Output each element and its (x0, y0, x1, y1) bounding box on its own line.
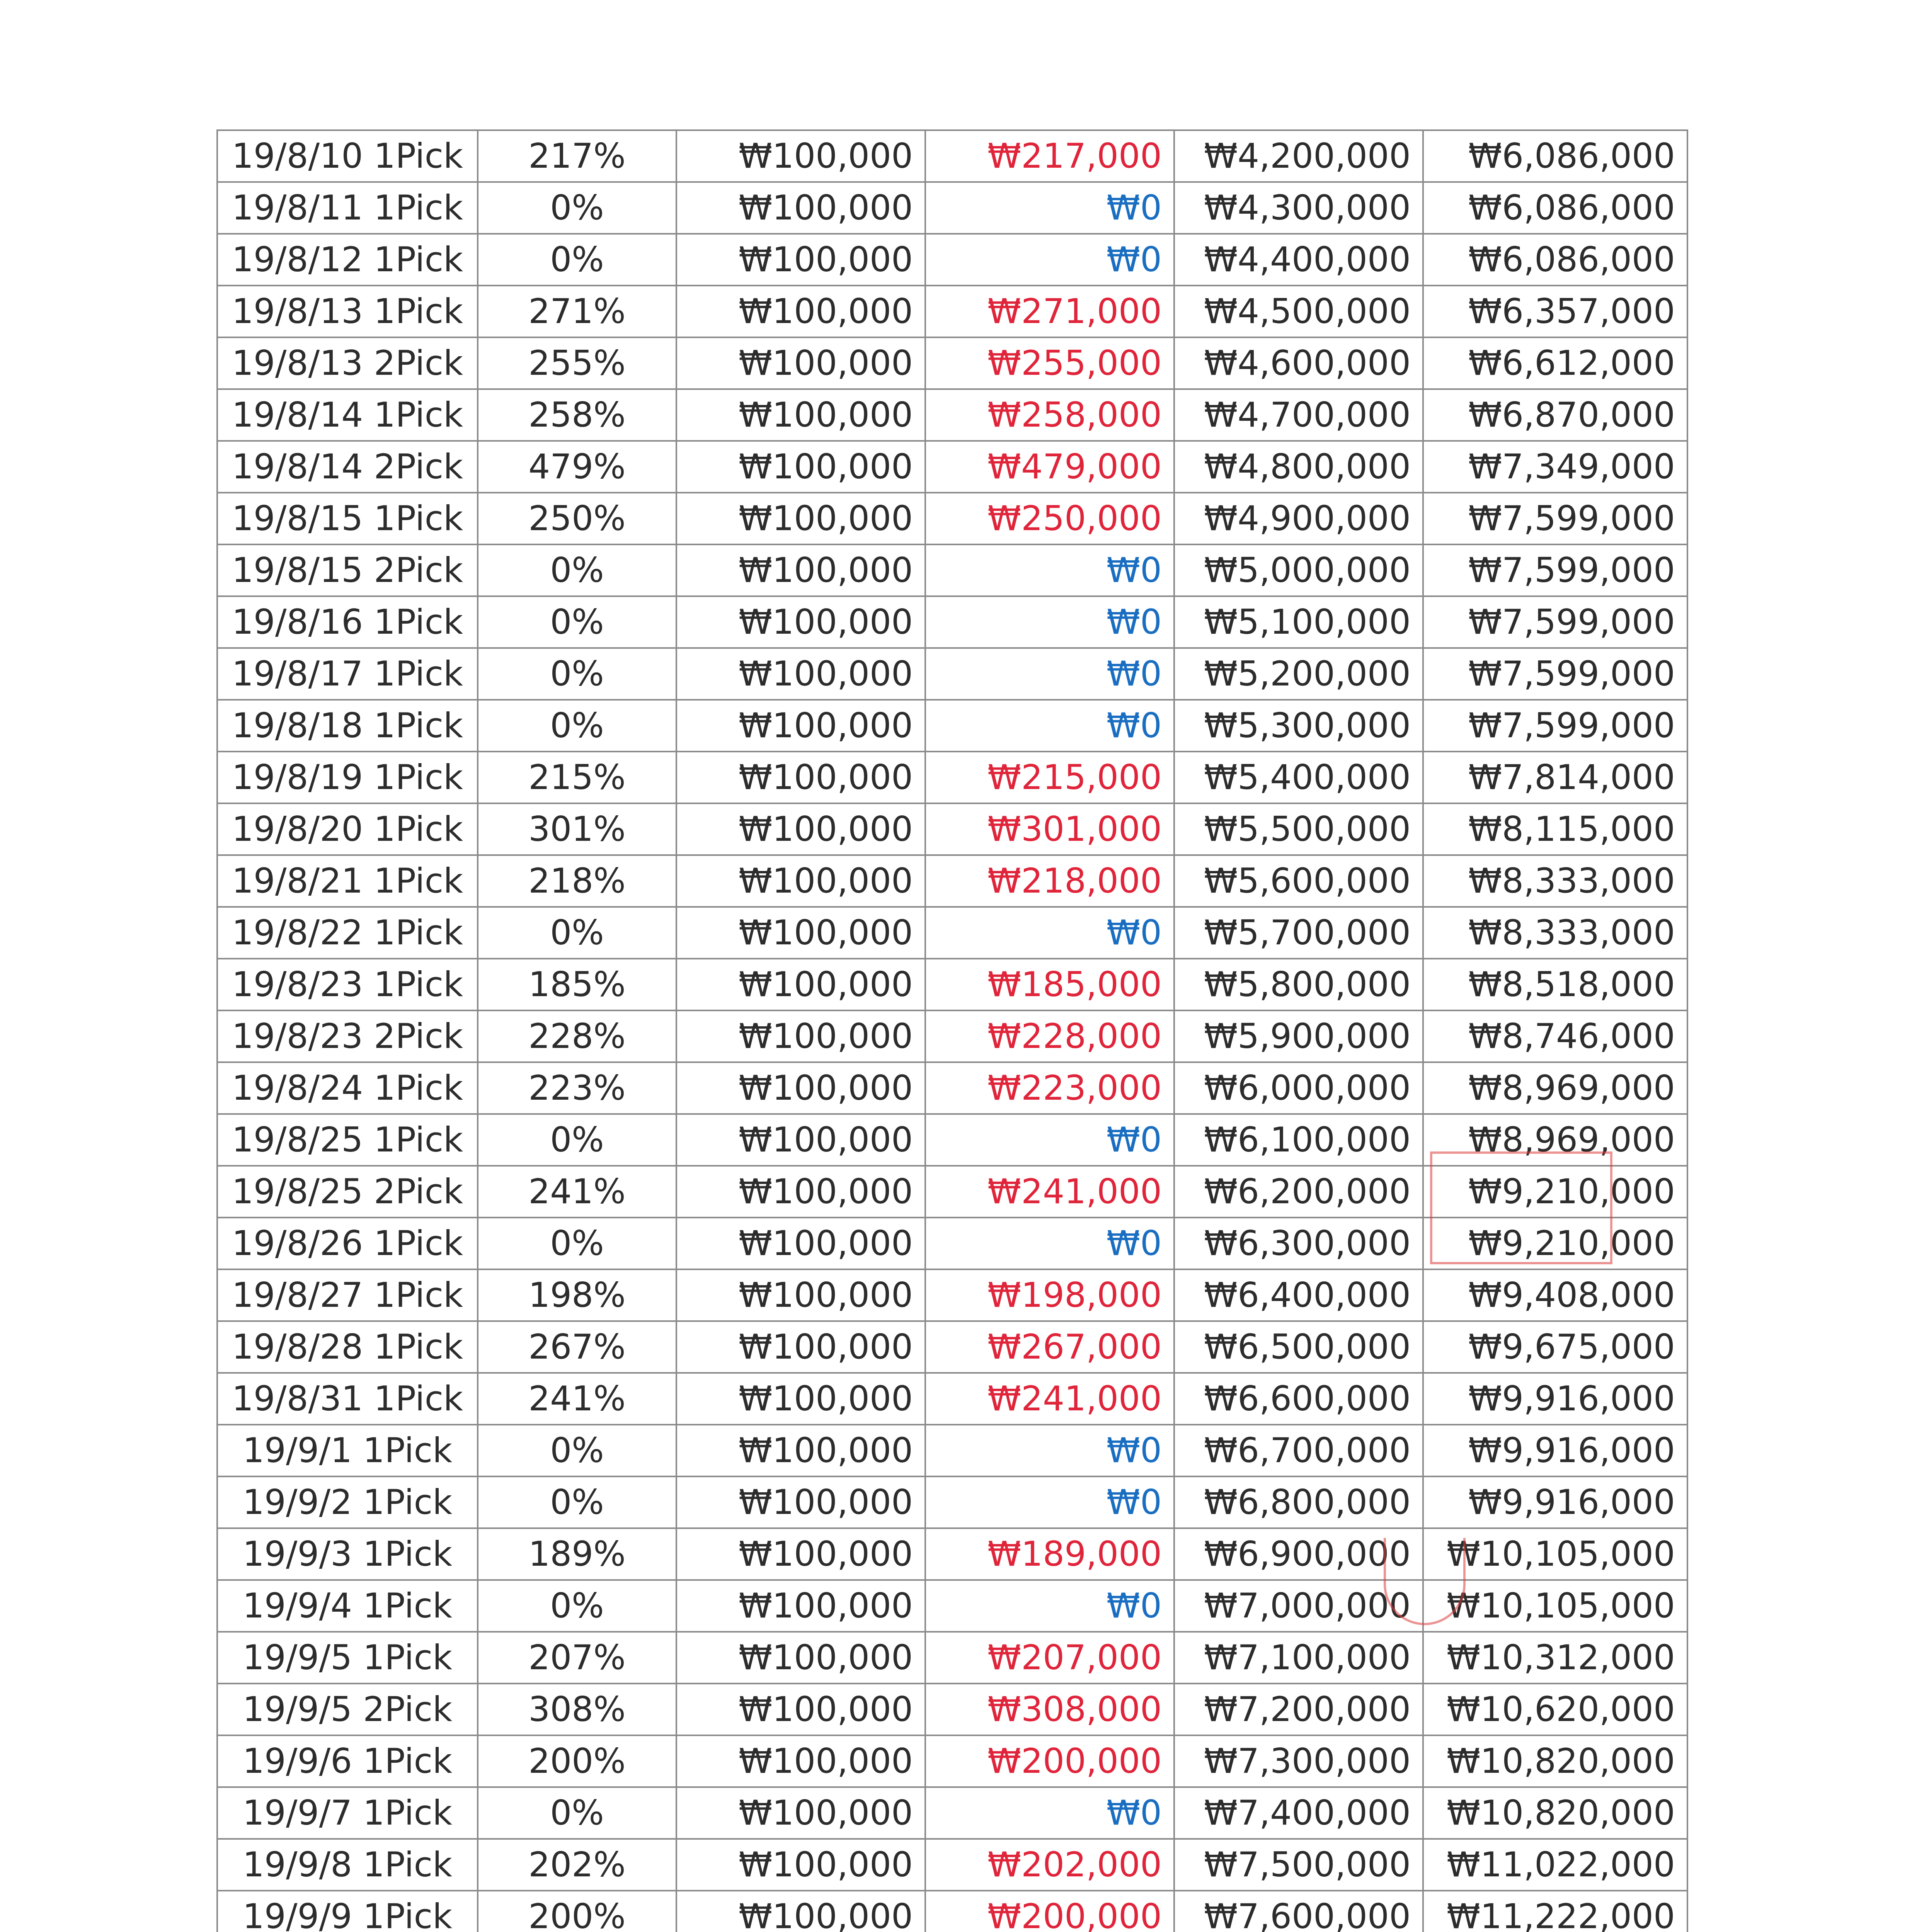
row-cumulative-bet: ₩4,600,000 (1174, 337, 1423, 389)
row-return-amount: ₩200,000 (925, 1735, 1174, 1787)
row-bet-amount: ₩100,000 (676, 493, 925, 544)
row-return-amount: ₩258,000 (925, 389, 1174, 441)
row-balance: ₩6,612,000 (1423, 337, 1687, 389)
row-balance: ₩10,105,000 (1423, 1528, 1687, 1580)
row-return-rate: 479% (478, 441, 676, 493)
row-balance: ₩8,969,000 (1423, 1114, 1687, 1166)
row-bet-amount: ₩100,000 (676, 700, 925, 752)
table-row (217, 752, 1687, 803)
row-date-pick: 19/8/16 1Pick (217, 596, 478, 648)
row-return-rate: 0% (478, 1787, 676, 1839)
row-return-rate: 258% (478, 389, 676, 441)
row-balance: ₩11,222,000 (1423, 1891, 1687, 1932)
row-cumulative-bet: ₩4,300,000 (1174, 182, 1423, 234)
row-cumulative-bet: ₩4,400,000 (1174, 234, 1423, 286)
row-bet-amount: ₩100,000 (676, 234, 925, 286)
row-bet-amount: ₩100,000 (676, 1735, 925, 1787)
row-return-amount: ₩189,000 (925, 1528, 1174, 1580)
table-row (217, 441, 1687, 493)
row-bet-amount: ₩100,000 (676, 286, 925, 337)
row-date-pick: 19/9/9 1Pick (217, 1891, 478, 1932)
row-date-pick: 19/9/5 1Pick (217, 1632, 478, 1684)
row-date-pick: 19/9/6 1Pick (217, 1735, 478, 1787)
row-bet-amount: ₩100,000 (676, 1787, 925, 1839)
row-return-rate: 0% (478, 1425, 676, 1476)
table-row (217, 130, 1687, 182)
table-row (217, 1891, 1687, 1932)
row-return-rate: 255% (478, 337, 676, 389)
row-balance: ₩7,349,000 (1423, 441, 1687, 493)
row-date-pick: 19/8/23 1Pick (217, 959, 478, 1010)
row-cumulative-bet: ₩5,100,000 (1174, 596, 1423, 648)
row-cumulative-bet: ₩4,900,000 (1174, 493, 1423, 544)
table-row (217, 1839, 1687, 1891)
row-cumulative-bet: ₩6,200,000 (1174, 1166, 1423, 1218)
row-return-rate: 308% (478, 1684, 676, 1735)
red-seal-stamp (1430, 1151, 1612, 1264)
row-cumulative-bet: ₩7,100,000 (1174, 1632, 1423, 1684)
row-bet-amount: ₩100,000 (676, 337, 925, 389)
row-date-pick: 19/8/10 1Pick (217, 130, 478, 182)
row-date-pick: 19/8/27 1Pick (217, 1269, 478, 1321)
row-return-rate: 198% (478, 1269, 676, 1321)
betting-ledger-table (216, 129, 1688, 1932)
row-cumulative-bet: ₩5,700,000 (1174, 907, 1423, 959)
row-return-amount: ₩198,000 (925, 1269, 1174, 1321)
row-bet-amount: ₩100,000 (676, 1632, 925, 1684)
row-cumulative-bet: ₩7,500,000 (1174, 1839, 1423, 1891)
row-balance: ₩8,333,000 (1423, 855, 1687, 907)
row-cumulative-bet: ₩6,100,000 (1174, 1114, 1423, 1166)
row-bet-amount: ₩100,000 (676, 1891, 925, 1932)
row-bet-amount: ₩100,000 (676, 1580, 925, 1632)
row-date-pick: 19/8/20 1Pick (217, 803, 478, 855)
row-return-rate: 0% (478, 596, 676, 648)
row-cumulative-bet: ₩7,600,000 (1174, 1891, 1423, 1932)
table-row (217, 1062, 1687, 1114)
row-date-pick: 19/9/2 1Pick (217, 1476, 478, 1528)
row-date-pick: 19/8/28 1Pick (217, 1321, 478, 1373)
row-return-amount: ₩207,000 (925, 1632, 1174, 1684)
row-date-pick: 19/8/24 1Pick (217, 1062, 478, 1114)
table-row (217, 1010, 1687, 1062)
table-row (217, 596, 1687, 648)
row-return-rate: 189% (478, 1528, 676, 1580)
row-balance: ₩8,115,000 (1423, 803, 1687, 855)
row-bet-amount: ₩100,000 (676, 389, 925, 441)
row-return-amount: ₩0 (925, 234, 1174, 286)
row-date-pick: 19/8/26 1Pick (217, 1218, 478, 1269)
table-row (217, 1684, 1687, 1735)
row-bet-amount: ₩100,000 (676, 182, 925, 234)
table-row (217, 389, 1687, 441)
row-cumulative-bet: ₩5,200,000 (1174, 648, 1423, 700)
row-balance: ₩8,969,000 (1423, 1062, 1687, 1114)
table-row (217, 803, 1687, 855)
row-cumulative-bet: ₩5,000,000 (1174, 544, 1423, 596)
row-return-amount: ₩0 (925, 1218, 1174, 1269)
row-bet-amount: ₩100,000 (676, 1425, 925, 1476)
table-row (217, 1580, 1687, 1632)
row-return-rate: 215% (478, 752, 676, 803)
row-return-amount: ₩217,000 (925, 130, 1174, 182)
row-return-rate: 0% (478, 182, 676, 234)
row-balance: ₩10,620,000 (1423, 1684, 1687, 1735)
row-return-amount: ₩0 (925, 700, 1174, 752)
row-balance: ₩8,333,000 (1423, 907, 1687, 959)
row-return-rate: 0% (478, 700, 676, 752)
row-bet-amount: ₩100,000 (676, 855, 925, 907)
row-cumulative-bet: ₩5,600,000 (1174, 855, 1423, 907)
table-row (217, 1321, 1687, 1373)
row-return-rate: 271% (478, 286, 676, 337)
row-return-rate: 0% (478, 1476, 676, 1528)
row-bet-amount: ₩100,000 (676, 1373, 925, 1425)
row-return-amount: ₩250,000 (925, 493, 1174, 544)
row-bet-amount: ₩100,000 (676, 130, 925, 182)
row-date-pick: 19/8/18 1Pick (217, 700, 478, 752)
row-bet-amount: ₩100,000 (676, 803, 925, 855)
row-balance: ₩10,820,000 (1423, 1735, 1687, 1787)
row-return-amount: ₩0 (925, 907, 1174, 959)
row-balance: ₩9,210,000 (1423, 1218, 1687, 1269)
row-balance: ₩9,675,000 (1423, 1321, 1687, 1373)
row-cumulative-bet: ₩6,800,000 (1174, 1476, 1423, 1528)
row-return-amount: ₩185,000 (925, 959, 1174, 1010)
row-date-pick: 19/9/1 1Pick (217, 1425, 478, 1476)
row-bet-amount: ₩100,000 (676, 596, 925, 648)
row-date-pick: 19/8/25 1Pick (217, 1114, 478, 1166)
row-cumulative-bet: ₩4,500,000 (1174, 286, 1423, 337)
row-cumulative-bet: ₩5,800,000 (1174, 959, 1423, 1010)
row-return-amount: ₩0 (925, 1425, 1174, 1476)
row-balance: ₩8,518,000 (1423, 959, 1687, 1010)
row-return-rate: 223% (478, 1062, 676, 1114)
row-return-amount: ₩301,000 (925, 803, 1174, 855)
row-balance: ₩6,870,000 (1423, 389, 1687, 441)
row-cumulative-bet: ₩5,300,000 (1174, 700, 1423, 752)
row-date-pick: 19/8/11 1Pick (217, 182, 478, 234)
row-balance: ₩11,022,000 (1423, 1839, 1687, 1891)
row-date-pick: 19/8/31 1Pick (217, 1373, 478, 1425)
table-row (217, 337, 1687, 389)
table-row (217, 1476, 1687, 1528)
row-balance: ₩7,599,000 (1423, 493, 1687, 544)
row-cumulative-bet: ₩7,000,000 (1174, 1580, 1423, 1632)
row-return-amount: ₩479,000 (925, 441, 1174, 493)
row-date-pick: 19/8/13 2Pick (217, 337, 478, 389)
table-row (217, 286, 1687, 337)
row-balance: ₩10,312,000 (1423, 1632, 1687, 1684)
table-row (217, 493, 1687, 544)
row-balance: ₩10,820,000 (1423, 1787, 1687, 1839)
row-balance: ₩10,105,000 (1423, 1580, 1687, 1632)
row-return-amount: ₩0 (925, 596, 1174, 648)
row-return-rate: 0% (478, 234, 676, 286)
table-row (217, 1425, 1687, 1476)
ledger-body (217, 130, 1687, 1932)
row-date-pick: 19/9/4 1Pick (217, 1580, 478, 1632)
row-bet-amount: ₩100,000 (676, 1684, 925, 1735)
row-cumulative-bet: ₩7,400,000 (1174, 1787, 1423, 1839)
row-bet-amount: ₩100,000 (676, 441, 925, 493)
row-date-pick: 19/8/12 1Pick (217, 234, 478, 286)
row-date-pick: 19/9/3 1Pick (217, 1528, 478, 1580)
row-date-pick: 19/8/19 1Pick (217, 752, 478, 803)
row-date-pick: 19/8/21 1Pick (217, 855, 478, 907)
table-row (217, 959, 1687, 1010)
row-return-rate: 200% (478, 1891, 676, 1932)
row-balance: ₩6,357,000 (1423, 286, 1687, 337)
table-row (217, 182, 1687, 234)
row-cumulative-bet: ₩6,700,000 (1174, 1425, 1423, 1476)
row-cumulative-bet: ₩4,800,000 (1174, 441, 1423, 493)
row-return-amount: ₩0 (925, 1476, 1174, 1528)
row-return-amount: ₩223,000 (925, 1062, 1174, 1114)
row-date-pick: 19/8/23 2Pick (217, 1010, 478, 1062)
table-row (217, 1269, 1687, 1321)
row-cumulative-bet: ₩7,300,000 (1174, 1735, 1423, 1787)
row-date-pick: 19/9/8 1Pick (217, 1839, 478, 1891)
row-return-rate: 241% (478, 1166, 676, 1218)
row-return-rate: 200% (478, 1735, 676, 1787)
row-return-amount: ₩0 (925, 1114, 1174, 1166)
row-return-rate: 241% (478, 1373, 676, 1425)
row-cumulative-bet: ₩4,200,000 (1174, 130, 1423, 182)
row-return-amount: ₩271,000 (925, 286, 1174, 337)
row-return-amount: ₩241,000 (925, 1373, 1174, 1425)
row-balance: ₩7,599,000 (1423, 648, 1687, 700)
row-return-amount: ₩241,000 (925, 1166, 1174, 1218)
row-return-amount: ₩267,000 (925, 1321, 1174, 1373)
table-row (217, 648, 1687, 700)
table-row (217, 544, 1687, 596)
row-cumulative-bet: ₩6,400,000 (1174, 1269, 1423, 1321)
row-return-amount: ₩0 (925, 648, 1174, 700)
row-return-amount: ₩228,000 (925, 1010, 1174, 1062)
row-cumulative-bet: ₩6,600,000 (1174, 1373, 1423, 1425)
row-date-pick: 19/8/17 1Pick (217, 648, 478, 700)
row-balance: ₩9,916,000 (1423, 1373, 1687, 1425)
row-bet-amount: ₩100,000 (676, 907, 925, 959)
red-seal-stamp-round (1384, 1538, 1466, 1625)
row-date-pick: 19/8/14 1Pick (217, 389, 478, 441)
row-return-rate: 0% (478, 544, 676, 596)
table-row (217, 1528, 1687, 1580)
row-return-amount: ₩0 (925, 182, 1174, 234)
row-bet-amount: ₩100,000 (676, 648, 925, 700)
row-date-pick: 19/9/7 1Pick (217, 1787, 478, 1839)
row-bet-amount: ₩100,000 (676, 752, 925, 803)
row-return-rate: 217% (478, 130, 676, 182)
row-date-pick: 19/8/15 1Pick (217, 493, 478, 544)
table-row (217, 1632, 1687, 1684)
row-balance: ₩8,746,000 (1423, 1010, 1687, 1062)
row-return-rate: 185% (478, 959, 676, 1010)
row-return-rate: 267% (478, 1321, 676, 1373)
row-bet-amount: ₩100,000 (676, 1010, 925, 1062)
row-return-rate: 218% (478, 855, 676, 907)
row-balance: ₩9,916,000 (1423, 1425, 1687, 1476)
table-row (217, 907, 1687, 959)
table-row (217, 1373, 1687, 1425)
row-bet-amount: ₩100,000 (676, 1528, 925, 1580)
table-row (217, 700, 1687, 752)
row-return-amount: ₩202,000 (925, 1839, 1174, 1891)
row-balance: ₩9,916,000 (1423, 1476, 1687, 1528)
row-return-rate: 0% (478, 1580, 676, 1632)
row-balance: ₩7,599,000 (1423, 544, 1687, 596)
row-balance: ₩6,086,000 (1423, 130, 1687, 182)
row-bet-amount: ₩100,000 (676, 1062, 925, 1114)
row-cumulative-bet: ₩6,300,000 (1174, 1218, 1423, 1269)
row-cumulative-bet: ₩5,400,000 (1174, 752, 1423, 803)
row-return-rate: 301% (478, 803, 676, 855)
row-cumulative-bet: ₩6,900,000 (1174, 1528, 1423, 1580)
row-cumulative-bet: ₩6,500,000 (1174, 1321, 1423, 1373)
row-date-pick: 19/8/14 2Pick (217, 441, 478, 493)
row-balance: ₩7,599,000 (1423, 700, 1687, 752)
row-bet-amount: ₩100,000 (676, 1476, 925, 1528)
row-return-rate: 228% (478, 1010, 676, 1062)
row-return-amount: ₩218,000 (925, 855, 1174, 907)
table-row (217, 234, 1687, 286)
row-balance: ₩9,210,000 (1423, 1166, 1687, 1218)
row-return-amount: ₩200,000 (925, 1891, 1174, 1932)
row-return-rate: 0% (478, 907, 676, 959)
row-return-amount: ₩0 (925, 544, 1174, 596)
row-bet-amount: ₩100,000 (676, 1114, 925, 1166)
row-return-amount: ₩215,000 (925, 752, 1174, 803)
row-bet-amount: ₩100,000 (676, 1218, 925, 1269)
row-bet-amount: ₩100,000 (676, 1321, 925, 1373)
row-return-rate: 0% (478, 1114, 676, 1166)
row-date-pick: 19/8/25 2Pick (217, 1166, 478, 1218)
row-return-amount: ₩0 (925, 1787, 1174, 1839)
row-bet-amount: ₩100,000 (676, 959, 925, 1010)
row-bet-amount: ₩100,000 (676, 544, 925, 596)
row-cumulative-bet: ₩6,000,000 (1174, 1062, 1423, 1114)
row-cumulative-bet: ₩5,500,000 (1174, 803, 1423, 855)
row-return-rate: 202% (478, 1839, 676, 1891)
row-bet-amount: ₩100,000 (676, 1166, 925, 1218)
row-balance: ₩9,408,000 (1423, 1269, 1687, 1321)
row-return-rate: 0% (478, 1218, 676, 1269)
table-row (217, 1735, 1687, 1787)
table-row (217, 855, 1687, 907)
row-return-rate: 250% (478, 493, 676, 544)
row-cumulative-bet: ₩7,200,000 (1174, 1684, 1423, 1735)
row-cumulative-bet: ₩4,700,000 (1174, 389, 1423, 441)
row-balance: ₩6,086,000 (1423, 182, 1687, 234)
row-date-pick: 19/8/15 2Pick (217, 544, 478, 596)
row-balance: ₩7,814,000 (1423, 752, 1687, 803)
row-balance: ₩7,599,000 (1423, 596, 1687, 648)
row-return-rate: 0% (478, 648, 676, 700)
row-date-pick: 19/8/22 1Pick (217, 907, 478, 959)
table-row (217, 1787, 1687, 1839)
row-bet-amount: ₩100,000 (676, 1269, 925, 1321)
row-return-amount: ₩255,000 (925, 337, 1174, 389)
row-return-amount: ₩308,000 (925, 1684, 1174, 1735)
row-date-pick: 19/9/5 2Pick (217, 1684, 478, 1735)
row-date-pick: 19/8/13 1Pick (217, 286, 478, 337)
row-bet-amount: ₩100,000 (676, 1839, 925, 1891)
row-cumulative-bet: ₩5,900,000 (1174, 1010, 1423, 1062)
row-balance: ₩6,086,000 (1423, 234, 1687, 286)
row-return-amount: ₩0 (925, 1580, 1174, 1632)
row-return-rate: 207% (478, 1632, 676, 1684)
